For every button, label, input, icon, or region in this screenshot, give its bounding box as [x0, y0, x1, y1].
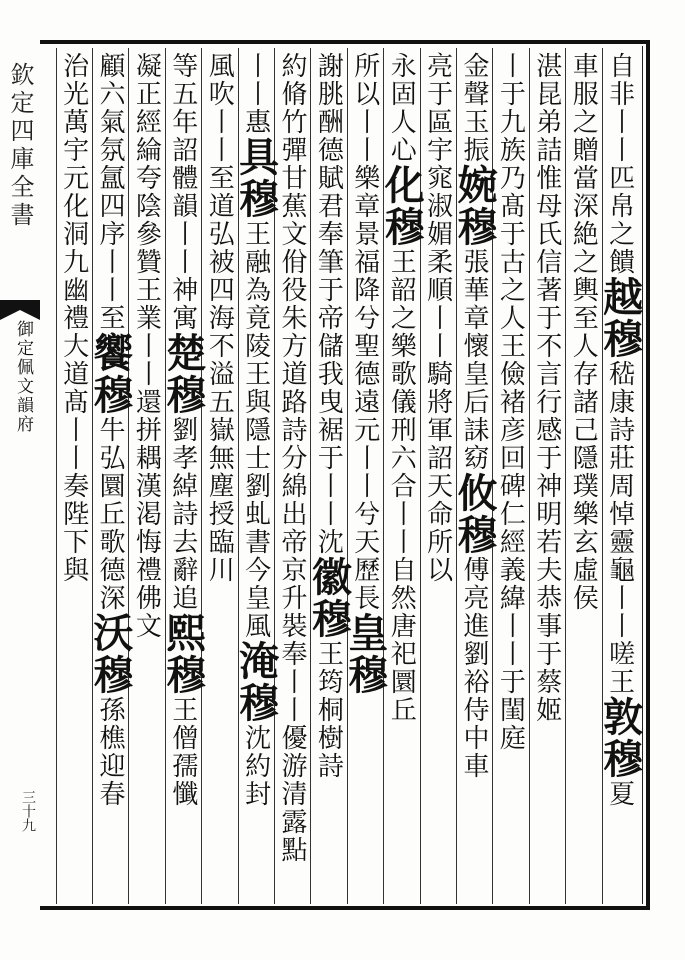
text-column — [201, 52, 237, 902]
text-column — [596, 52, 644, 902]
column-rule — [56, 48, 57, 904]
column-rule — [128, 48, 129, 904]
headword: 穆 — [232, 682, 280, 724]
headword: 徽 — [305, 556, 353, 598]
text-run: 王韶之樂歌儀刑六合丨丨自然唐祀圜丘 — [386, 248, 417, 724]
column-rule — [529, 48, 530, 904]
text-run: 王僧孺懺 — [167, 696, 198, 808]
headword: 穆 — [232, 178, 280, 220]
headword: 攸 — [451, 472, 498, 514]
text-run: 風吹 — [204, 52, 235, 108]
text-run: 金聲玉振 — [459, 52, 489, 164]
text-column — [451, 52, 498, 902]
text-run: 夏 — [604, 780, 635, 808]
fish-tail-mark-icon — [0, 300, 40, 320]
text-run: 輿至人存諸己隱璞樂玄虛 — [568, 276, 599, 584]
text-run: 張華章懷皇后誄窈 — [459, 248, 489, 472]
text-column — [232, 52, 280, 902]
headword: 穆 — [87, 654, 134, 696]
text-run: 侯 — [568, 584, 599, 612]
text-run: 治光萬宇元化洞九幽 — [58, 52, 89, 304]
headword: 淹 — [232, 640, 280, 682]
text-run: 王融為竟陵王與隱士劉虬書今皇風 — [240, 220, 271, 640]
text-run: 顧六氣氛氲四序丨丨至 — [95, 52, 125, 332]
headword: 穆 — [451, 514, 498, 556]
headword: 穆 — [87, 374, 134, 416]
text-column — [128, 52, 164, 902]
headword: 穆 — [596, 318, 644, 360]
text-run: 佾役朱方道路詩分綿出帝京升裝奉丨丨 — [277, 248, 307, 724]
column-rule — [238, 48, 239, 904]
headword: 穆 — [305, 598, 353, 640]
text-run: 優游清露點 — [277, 724, 307, 864]
headword: 越 — [596, 276, 644, 318]
headword: 婉 — [451, 164, 498, 206]
text-run: 等五年詔體韻丨丨神寓 — [167, 52, 198, 332]
headword: 穆 — [341, 654, 389, 696]
page-number: 三十九 — [20, 790, 36, 832]
column-rule — [347, 48, 348, 904]
column-rule — [165, 48, 166, 904]
headword: 穆 — [378, 206, 426, 248]
text-run: 謝朓酬德賦君奉筆于帝儲我曳裾于丨丨沈 — [313, 52, 344, 556]
column-rule — [456, 48, 457, 904]
text-run: 湛昆弟詰惟母氏信著于不言行感于神明若夫恭事于蔡姬 — [531, 52, 562, 724]
text-run: 樂章景福降兮聖德遠元丨丨兮天歷長 — [349, 164, 380, 612]
text-run: 永固人心 — [386, 52, 417, 164]
column-rule — [602, 48, 603, 904]
text-column — [565, 52, 601, 902]
text-column — [341, 52, 389, 902]
text-run: 丨丨至道弘被四海不溢五嶽無塵 — [204, 108, 235, 500]
text-run: 禮大道髙丨丨 — [58, 304, 89, 472]
text-run: 約脩竹彈甘蕉文 — [277, 52, 307, 248]
headword: 饗 — [87, 332, 134, 374]
text-run: 所以丨丨 — [349, 52, 380, 164]
text-run: 丨于九族乃髙于古之人王儉褚彦回碑仁經義緯丨丨于閨庭 — [495, 52, 526, 752]
text-run: 孫樵迎春 — [95, 696, 125, 808]
text-column — [87, 52, 134, 902]
text-run: 騎將軍詔天命所以 — [422, 360, 453, 584]
text-column — [56, 52, 92, 902]
text-column — [378, 52, 426, 902]
text-run: 奏陛下與 — [58, 472, 89, 584]
text-run: 王筠桐樹詩 — [313, 640, 344, 780]
headword: 敦 — [596, 696, 644, 738]
headword: 穆 — [159, 374, 207, 416]
text-run: 凝正經綸夸陰參贊王業 — [131, 52, 162, 332]
headword: 具 — [232, 136, 280, 178]
headword: 沃 — [87, 612, 134, 654]
text-run: 牛弘圜丘歌德深 — [95, 416, 125, 612]
headword: 穆 — [451, 206, 498, 248]
text-column — [305, 52, 353, 902]
text-run: 劉孝綽詩去辭追 — [167, 416, 198, 612]
column-rule — [92, 48, 93, 904]
headword: 化 — [378, 164, 426, 206]
headword: 穆 — [596, 738, 644, 780]
text-run: 悔禮佛文 — [131, 528, 162, 640]
text-column — [159, 52, 207, 902]
text-run: 傅亮進劉裕侍中車 — [459, 556, 489, 780]
text-column — [529, 52, 565, 902]
margin-book-title: 欽定四庫全書 — [6, 62, 34, 230]
text-run: 車服之贈當深絶之 — [568, 52, 599, 276]
headword: 穆 — [159, 654, 207, 696]
margin-subtitle: 御定佩文韻府 — [6, 320, 36, 500]
headword: 皇 — [341, 612, 389, 654]
column-rule — [565, 48, 566, 904]
text-run: 沈約封 — [240, 724, 271, 808]
column-rule — [201, 48, 202, 904]
text-run: 嵇康詩莊周悼靈龜丨丨嗟王 — [604, 360, 635, 696]
headword: 熙 — [159, 612, 207, 654]
headword: 楚 — [159, 332, 207, 374]
text-run: 丨丨惠 — [240, 52, 271, 136]
text-run: 亮于區宇 — [422, 52, 453, 164]
text-run: 授臨川 — [204, 500, 235, 584]
column-rule — [310, 48, 311, 904]
column-rule — [383, 48, 384, 904]
text-run: 丨丨還拼耦漢渇 — [131, 332, 162, 528]
text-run: 窕淑媚柔順丨丨 — [422, 164, 453, 360]
text-run: 自非丨丨匹帛之饋 — [604, 52, 635, 276]
